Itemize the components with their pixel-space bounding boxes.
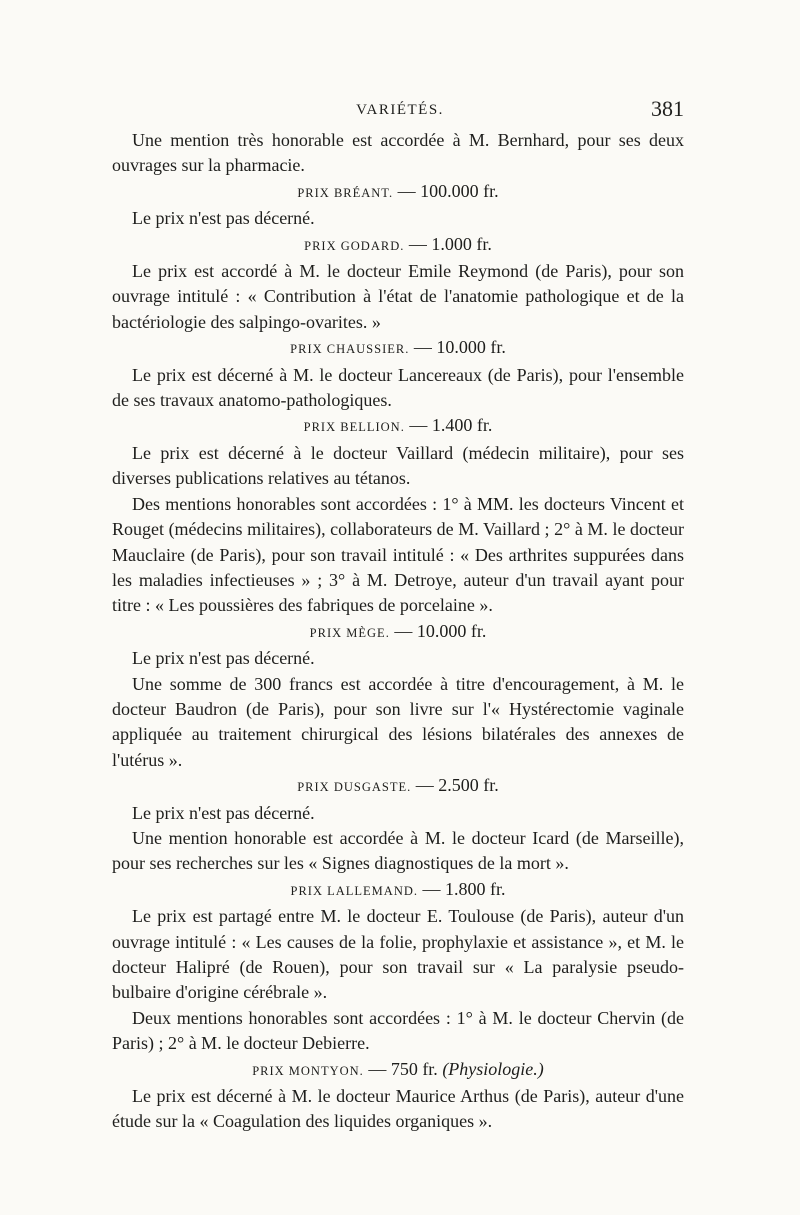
prize-heading-chaussier [112, 335, 684, 362]
prize-name: PRIX DUSGASTE. [297, 780, 412, 795]
prize-amount: — 100.000 fr. [397, 180, 499, 201]
paragraph: Une mention honorable est accordée à M. le docteur Icard (de Marseille), pour ses recherches sur les « Signes diagnostiques de la mort ». [112, 827, 684, 874]
prize-amount: — 750 fr. [368, 1058, 438, 1079]
prize-name: PRIX MONTYON. [252, 1063, 364, 1078]
prize-name: PRIX GODARD. [304, 238, 405, 253]
prize-amount: — 10.000 fr. [413, 337, 506, 358]
paragraph: Le prix est partagé entre M. le docteur E. Toulouse (de Paris), auteur d'un ouvrage intitulé : « Les causes de la folie, prophylaxie et assistance », et M. le docteur Halipré (de Rouen), pour son travail sur « La paralysie pseudo-bulbaire d'origine cérébrale ». [112, 906, 684, 1003]
prize-name: PRIX CHAUSSIER. [290, 342, 410, 357]
paragraph: Le prix n'est pas décerné. [132, 802, 315, 823]
page-number: 381 [651, 96, 684, 121]
prize-name: PRIX BELLION. [303, 420, 405, 435]
paragraph: Le prix est décerné à le docteur Vaillard (médecin militaire), pour ses diverses publications relatives au tétanos. [112, 442, 684, 489]
prize-amount: — 1.000 fr. [408, 233, 492, 254]
prize-heading-montyon [112, 1057, 684, 1084]
paragraph: Le prix n'est pas décerné. [132, 208, 315, 229]
paragraph: Le prix est accordé à M. le docteur Emile Reymond (de Paris), pour son ouvrage intitulé : « Contribution à l'état de l'anatomie pathologique et de la bactériologie des salpingo-ovarites. » [112, 261, 684, 332]
paragraph: Une mention très honorable est accordée à M. Bernhard, pour ses deux ouvrages sur la pharmacie. [112, 130, 684, 176]
prize-heading-dusgaste [112, 773, 684, 800]
prize-heading-godard [112, 232, 684, 259]
prize-name: PRIX BRÉANT. [297, 185, 394, 200]
prize-name: PRIX LALLEMAND. [290, 883, 418, 898]
prize-amount: — 2.500 fr. [415, 775, 499, 796]
prize-heading-breant [112, 179, 684, 206]
paragraph: Le prix n'est pas décerné. [132, 648, 315, 669]
prize-heading-lallemand [112, 877, 684, 904]
paragraph: Des mentions honorables sont accordées : 1° à MM. les docteurs Vincent et Rouget (médecins militaires), collaborateurs de M. Vaillard ; 2° à M. le docteur Mauclaire (de Paris), pour son travail intitulé : « Des arthrites suppurées dans les maladies infectieuses » ; 3° à M. Detroye, auteur d'un travail ayant pour titre : « Les poussières des fabriques de porcelaine ». [112, 493, 684, 616]
prize-amount: — 10.000 fr. [394, 620, 487, 641]
prize-name: PRIX MÈGE. [309, 625, 390, 640]
paragraph: Le prix est décerné à M. le docteur Maurice Arthus (de Paris), auteur d'une étude sur la « Coagulation des liquides organiques ». [112, 1086, 684, 1132]
page-header [112, 96, 688, 126]
running-title: VARIÉTÉS. [356, 102, 444, 118]
prize-heading-mege [112, 619, 684, 646]
prize-category: (Physiologie.) [442, 1058, 544, 1079]
prize-heading-bellion [112, 413, 684, 440]
page-body [112, 128, 684, 1135]
prize-amount: — 1.800 fr. [422, 878, 506, 899]
paragraph: Le prix est décerné à M. le docteur Lancereaux (de Paris), pour l'ensemble de ses travaux anatomo-pathologiques. [112, 364, 684, 411]
prize-amount: — 1.400 fr. [409, 415, 493, 436]
paragraph: Une somme de 300 francs est accordée à titre d'encouragement, à M. le docteur Baudron (de Paris), pour son livre sur l'« Hystérectomie vaginale appliquée au traitement chirurgical des lésions bilatérales des annexes de l'utérus ». [112, 673, 684, 770]
paragraph: Deux mentions honorables sont accordées : 1° à M. le docteur Chervin (de Paris) ; 2° à M. le docteur Debierre. [112, 1007, 684, 1054]
